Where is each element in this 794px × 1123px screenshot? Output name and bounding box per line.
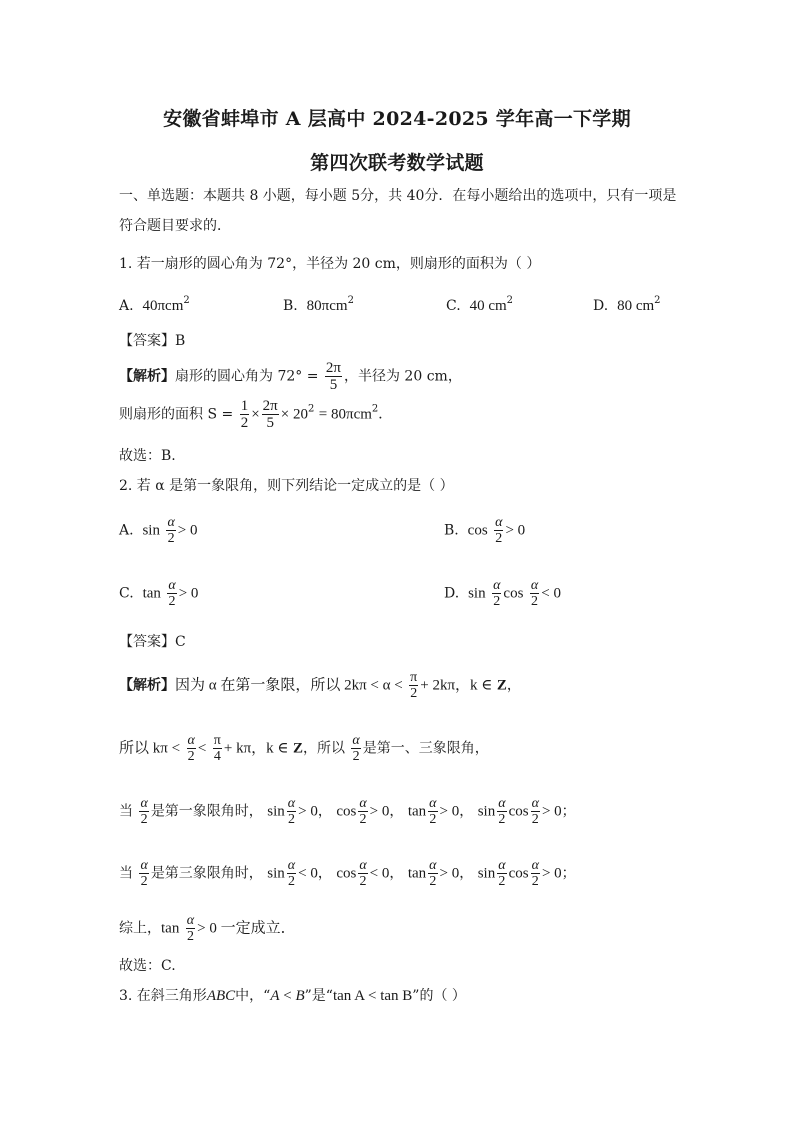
fraction-alpha-over-2: $\frac{\alpha}{2}$	[187, 733, 195, 764]
q1-option-d	[593, 296, 661, 316]
relation: > 0	[505, 522, 526, 539]
q2-analysis-line5	[119, 913, 296, 944]
function-name: tan	[407, 865, 427, 882]
superscript: 2	[347, 295, 354, 306]
fraction-alpha-over-2: $\frac{\alpha}{2}$	[530, 578, 539, 609]
fraction-alpha-over-2: $\frac{\alpha}{2}$	[287, 796, 296, 827]
relation: <	[364, 988, 381, 1004]
punctuation: ；	[561, 803, 576, 820]
text-segment: <	[197, 740, 207, 757]
option-letter: A.	[119, 522, 134, 539]
function-name: cos	[508, 865, 529, 882]
function-name: tan	[407, 803, 427, 820]
option-value: 40πcm	[142, 298, 184, 314]
option-letter: B.	[444, 522, 459, 539]
relation: > 0	[541, 803, 562, 820]
fraction-alpha-over-2: $\frac{\alpha}{2}$	[359, 858, 367, 889]
q3-stem	[119, 986, 466, 1006]
q1-analysis-line1	[119, 360, 462, 393]
relation: > 0	[439, 865, 460, 882]
fraction-alpha-over-2: $\frac{\alpha}{2}$	[140, 796, 148, 827]
fraction-half: $\frac{1}{2}$	[240, 398, 249, 431]
fraction-alpha-over-2: $\frac{\alpha}{2}$	[498, 796, 506, 827]
q1-option-a	[119, 296, 190, 316]
q1-analysis-line2	[119, 398, 392, 431]
relation: < 0	[298, 865, 318, 882]
fraction-pi-over-2: $\frac{\pi}{2}$	[410, 670, 418, 701]
function-name: sin	[477, 865, 496, 882]
analysis-tag: 【解析】	[119, 677, 175, 694]
q2-choose: 故选：C.	[119, 958, 176, 974]
expression: tan B	[380, 988, 413, 1004]
relation: > 0	[178, 585, 199, 602]
punctuation: ，	[389, 803, 404, 820]
fraction-alpha-over-2: $\frac{\alpha}{2}$	[359, 796, 367, 827]
text-segment: 是第三象限角时，	[150, 865, 263, 882]
text-segment: 3. 在斜三角形	[119, 988, 207, 1004]
option-value: 80 cm	[617, 298, 655, 314]
function-name: tan	[142, 585, 161, 602]
text-segment: ”的（ ）	[412, 988, 466, 1004]
text-segment: ，半径为 20 cm，	[343, 368, 462, 385]
variable: A	[270, 988, 280, 1004]
text-segment: 所以 kπ <	[119, 740, 181, 757]
text-segment: 当	[119, 803, 133, 820]
function-name: sin	[267, 803, 285, 820]
q2-answer: 【答案】C	[119, 634, 186, 650]
fraction-alpha-over-2: $\frac{\alpha}{2}$	[498, 858, 506, 889]
function-name: tan	[161, 920, 180, 937]
punctuation: ，	[459, 865, 474, 882]
option-letter: C.	[119, 585, 134, 602]
text-segment: + kπ，k ∈	[223, 740, 289, 757]
function-name: cos	[503, 585, 524, 602]
punctuation: ，	[317, 803, 332, 820]
variable: B	[295, 988, 305, 1004]
option-letter: D.	[593, 298, 609, 314]
fraction-alpha-over-2: $\frac{\alpha}{2}$	[168, 578, 176, 609]
fraction-alpha-over-2: $\frac{\alpha}{2}$	[531, 858, 539, 889]
fraction-alpha-over-2: $\frac{\alpha}{2}$	[531, 796, 539, 827]
fraction-alpha-over-2: $\frac{\alpha}{2}$	[495, 515, 503, 546]
superscript: 2	[307, 403, 315, 415]
q2-analysis-line2	[119, 733, 489, 764]
fraction-alpha-over-2: $\frac{\alpha}{2}$	[186, 913, 195, 944]
q1-stem: 1. 若一扇形的圆心角为 72°，半径为 20 cm，则扇形的面积为（ ）	[119, 256, 541, 272]
text-segment: = 80πcm	[318, 406, 372, 423]
text-segment: 当	[119, 865, 133, 882]
text-segment: × 20	[280, 406, 308, 423]
text-segment: + 2kπ，k ∈	[420, 677, 493, 694]
fraction-2pi-over-5: $\frac{2\pi}{5}$	[262, 398, 278, 431]
function-name: sin	[267, 865, 285, 882]
text-segment: ”是“	[304, 988, 333, 1004]
q1-choose: 故选：B.	[119, 448, 176, 464]
text-segment: ．	[378, 406, 393, 423]
option-value: 80πcm	[306, 298, 348, 314]
punctuation: ；	[561, 865, 576, 882]
option-letter: A.	[119, 298, 134, 314]
q2-option-d	[444, 578, 561, 609]
fraction-pi-over-4: $\frac{\pi}{4}$	[213, 733, 221, 764]
relation: > 0	[541, 865, 562, 882]
text-segment: 是第一象限角时，	[150, 803, 263, 820]
punctuation: ，	[317, 865, 332, 882]
relation: > 0	[439, 803, 460, 820]
relation: <	[279, 988, 296, 1004]
document-title-line1: 安徽省蚌埠市 A 层高中 2024-2025 学年高一下学期	[163, 108, 631, 130]
text-segment: 因为 α 在第一象限，所以 2kπ < α <	[175, 677, 403, 694]
function-name: cos	[508, 803, 529, 820]
q2-analysis-line1	[119, 670, 521, 701]
section-intro-line1: 一、单选题：本题共 8 小题，每小题 5分，共 40分．在每小题给出的选项中，只有一项是	[119, 188, 677, 204]
option-letter: B.	[283, 298, 298, 314]
text-segment: ，所以	[302, 740, 345, 757]
expression: tan A	[332, 988, 365, 1004]
relation: > 0	[369, 803, 390, 820]
fraction-alpha-over-2: $\frac{\alpha}{2}$	[429, 796, 437, 827]
punctuation: ，	[389, 865, 404, 882]
text-segment: > 0 一定成立．	[197, 920, 296, 937]
function-name: sin	[142, 522, 160, 539]
function-name: cos	[336, 865, 357, 882]
fraction-alpha-over-2: $\frac{\alpha}{2}$	[352, 733, 360, 764]
fraction-alpha-over-2: $\frac{\alpha}{2}$	[167, 515, 175, 546]
function-name: cos	[336, 803, 357, 820]
q1-answer: 【答案】B	[119, 333, 186, 349]
option-value: 40 cm	[469, 298, 507, 314]
fraction-2pi-over-5: $\frac{2\pi}{5}$	[325, 360, 341, 393]
superscript: 2	[506, 295, 514, 306]
analysis-tag: 【解析】	[119, 368, 175, 385]
document-title-line2: 第四次联考数学试题	[310, 152, 484, 174]
text-segment: ，	[506, 677, 521, 694]
q1-option-b	[283, 296, 354, 316]
relation: > 0	[298, 803, 318, 820]
text-segment: 则扇形的面积 S =	[119, 406, 234, 423]
relation: < 0	[541, 585, 561, 602]
function-name: cos	[467, 522, 488, 539]
fraction-alpha-over-2: $\frac{\alpha}{2}$	[140, 858, 148, 889]
superscript: 2	[654, 295, 661, 306]
integer-set: Z	[292, 740, 303, 757]
superscript: 2	[183, 295, 190, 306]
text-segment: 中，“	[235, 988, 271, 1004]
section-intro-line2: 符合题目要求的．	[119, 218, 231, 234]
relation: < 0	[369, 865, 390, 882]
text-segment: 综上，	[119, 920, 161, 937]
fraction-alpha-over-2: $\frac{\alpha}{2}$	[429, 858, 437, 889]
fraction-alpha-over-2: $\frac{\alpha}{2}$	[287, 858, 296, 889]
triangle-name: ABC	[206, 988, 236, 1004]
fraction-alpha-over-2: $\frac{\alpha}{2}$	[493, 578, 501, 609]
option-letter: C.	[446, 298, 461, 314]
option-letter: D.	[444, 585, 460, 602]
punctuation: ，	[459, 803, 474, 820]
function-name: sin	[468, 585, 486, 602]
q2-option-b	[444, 515, 525, 546]
q2-analysis-line3	[119, 796, 576, 827]
q2-analysis-line4	[119, 858, 576, 889]
times-sign: ×	[251, 406, 260, 423]
q2-option-a	[119, 515, 198, 546]
q2-option-c	[119, 578, 198, 609]
q1-option-c	[446, 296, 513, 316]
text-segment: 是第一、三象限角，	[362, 740, 489, 757]
text-segment: 扇形的圆心角为 72° =	[175, 368, 319, 385]
integer-set: Z	[496, 677, 507, 694]
superscript: 2	[371, 403, 379, 415]
q2-stem: 2. 若 α 是第一象限角，则下列结论一定成立的是（ ）	[119, 478, 454, 494]
function-name: sin	[477, 803, 496, 820]
relation: > 0	[177, 522, 198, 539]
